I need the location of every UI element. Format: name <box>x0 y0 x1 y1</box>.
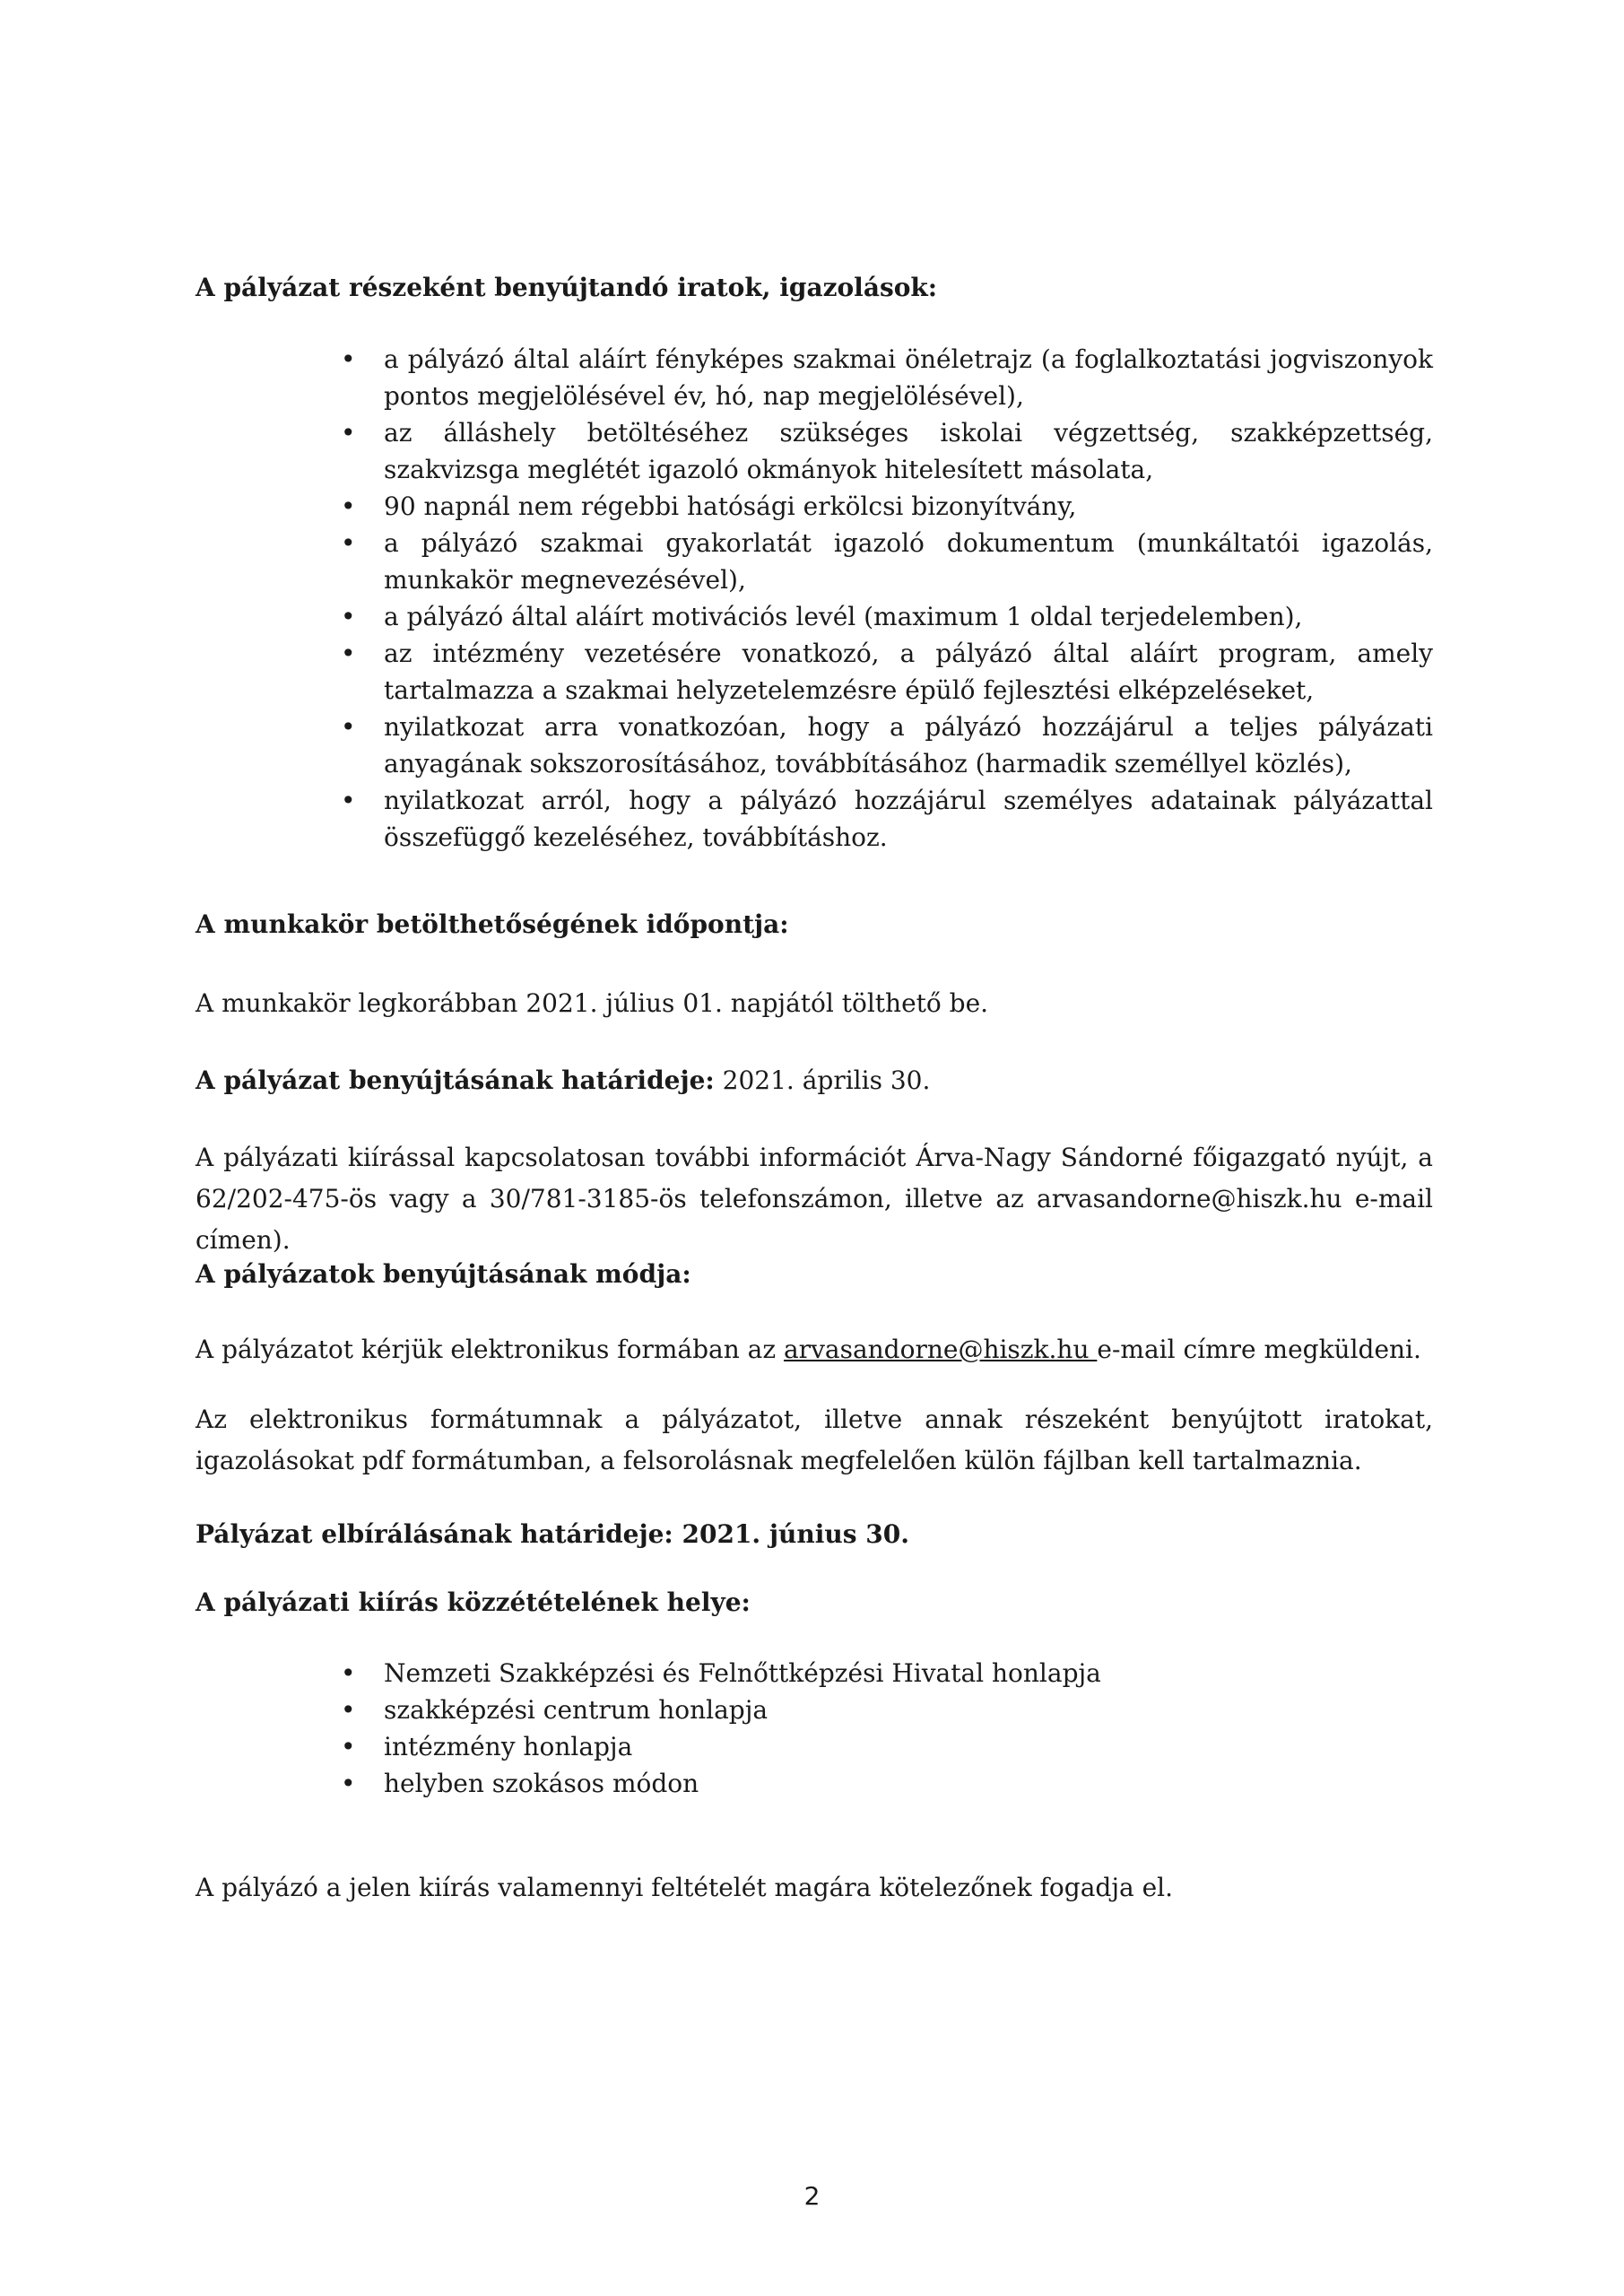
page-number: 2 <box>803 2181 821 2211</box>
documents-item: • a pályázó által aláírt motivációs levél (maximum 1 oldal terjedelemben), <box>384 598 1433 635</box>
publication-item: • Nemzeti Szakképzési és Felnőttképzési Hivatal honlapja <box>384 1655 1433 1692</box>
info-paragraph: A pályázati kiírással kapcsolatosan további információt Árva-Nagy Sándorné főigazgató nyújt, a 62/202-475-ös vagy a 30/781-3185-ös telefonszámon, illetve az arvasandorne@hiszk.hu e-mail címen). <box>195 1143 1433 1255</box>
publication-item: • intézmény honlapja <box>384 1728 1433 1765</box>
documents-heading: A pályázat részeként benyújtandó iratok, igazolások: <box>195 273 938 302</box>
publication-list <box>384 1655 1433 1802</box>
documents-item: • nyilatkozat arról, hogy a pályázó hozzájárul személyes adatainak pályázattal összefüggő kezeléséhez, továbbításhoz. <box>384 782 1433 856</box>
documents-item: • a pályázó szakmai gyakorlatát igazoló dokumentum (munkáltatói igazolás, munkakör megnevezésével), <box>384 525 1433 598</box>
evaluation-deadline: Pályázat elbírálásának határideje: 2021. június 30. <box>195 1519 909 1549</box>
start-date-heading: A munkakör betölthetőségének időpontja: <box>195 909 789 939</box>
closing-statement: A pályázó a jelen kiírás valamennyi feltételét magára kötelezőnek fogadja el. <box>195 1873 1174 1902</box>
documents-item: • a pályázó által aláírt fényképes szakmai önéletrajz (a foglalkoztatási jogviszonyok pontos megjelölésével év, hó, nap megjelölésével), <box>384 341 1433 414</box>
deadline-label: A pályázat benyújtásának határideje: <box>195 1065 715 1095</box>
submission-paragraph: A pályázatot kérjük elektronikus formában az arvasandorne@hiszk.hu e-mail címre megküldeni. <box>195 1335 1421 1364</box>
publication-item: • szakképzési centrum honlapja <box>384 1692 1433 1728</box>
deadline-line <box>195 1062 1433 1099</box>
deadline-value: 2021. április 30. <box>714 1065 931 1095</box>
documents-item: • nyilatkozat arra vonatkozóan, hogy a pályázó hozzájárul a teljes pályázati anyagának sokszorosításához, továbbításához (harmadik személlyel közlés), <box>384 709 1433 782</box>
email-link[interactable]: arvasandorne@hiszk.hu <box>783 1335 1098 1364</box>
documents-item: • az álláshely betöltéséhez szükséges iskolai végzettség, szakképzettség, szakvizsga meglétét igazoló okmányok hitelesített másolata, <box>384 414 1433 488</box>
publication-item: • helyben szokásos módon <box>384 1765 1433 1802</box>
format-paragraph: Az elektronikus formátumnak a pályázatot, illetve annak részeként benyújtott iratokat, igazolásokat pdf formátumban, a felsorolásnak megfelelően külön fájlban kell tartalmaznia. <box>195 1405 1433 1475</box>
documents-list <box>384 341 1433 856</box>
start-date-text: A munkakör legkorábban 2021. július 01. napjától tölthető be. <box>195 988 989 1018</box>
publication-heading: A pályázati kiírás közzétételének helye: <box>195 1587 751 1617</box>
documents-item: • 90 napnál nem régebbi hatósági erkölcsi bizonyítvány, <box>384 488 1433 525</box>
documents-item: • az intézmény vezetésére vonatkozó, a pályázó által aláírt program, amely tartalmazza a szakmai helyzetelemzésre épülő fejlesztési elképzeléseket, <box>384 635 1433 709</box>
submission-heading: A pályázatok benyújtásának módja: <box>195 1259 691 1289</box>
